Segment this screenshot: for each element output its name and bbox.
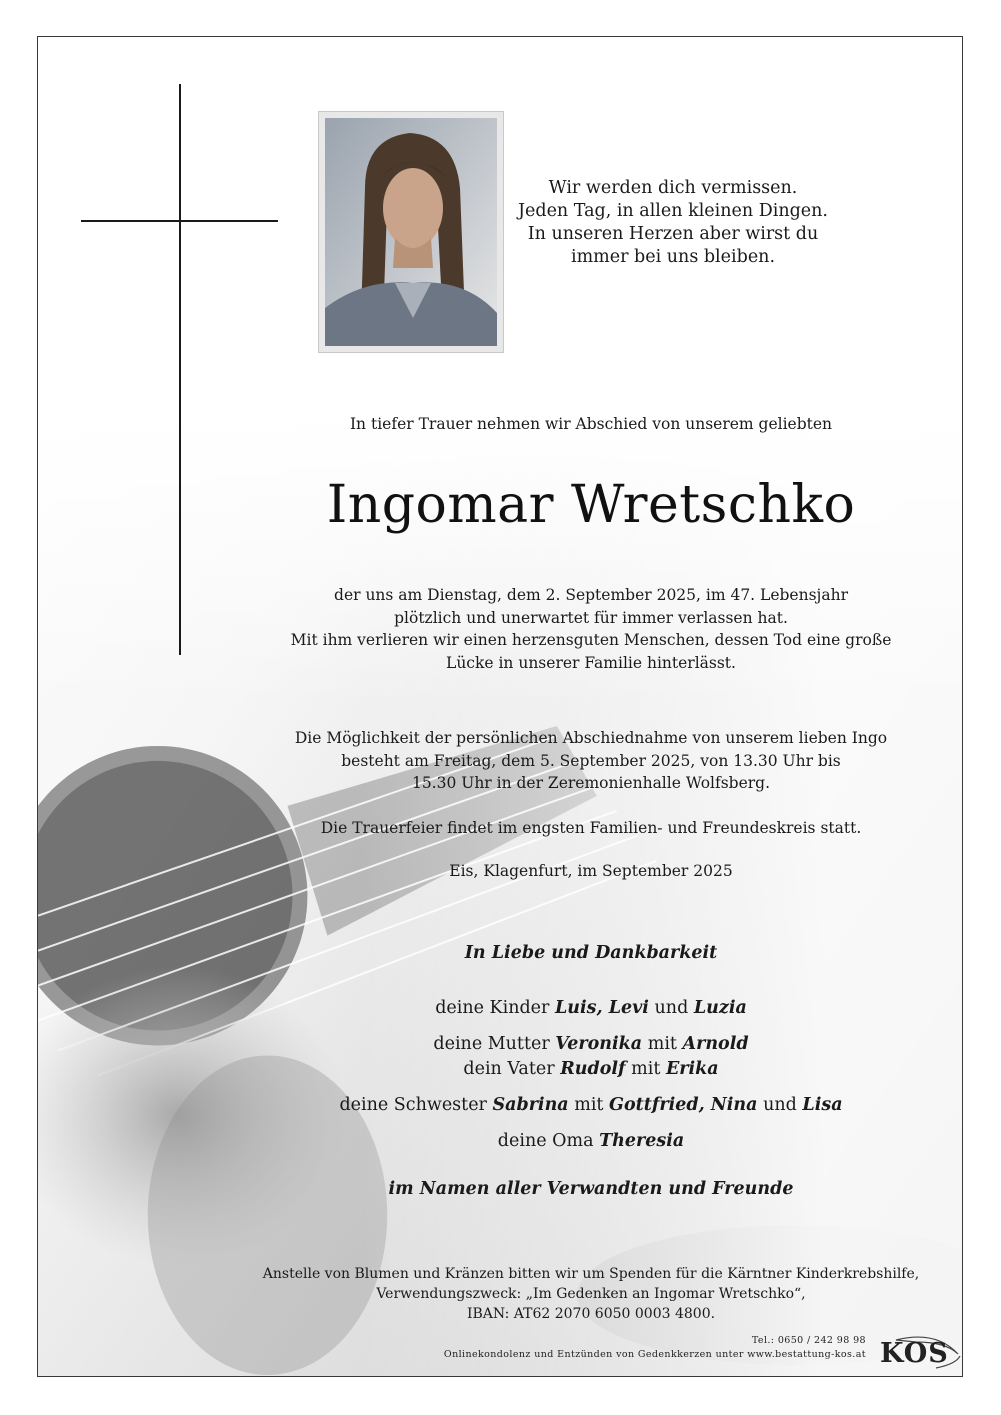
viewing-paragraph xyxy=(38,727,963,795)
poem xyxy=(508,177,838,269)
cross-icon xyxy=(179,84,181,655)
kos-logo xyxy=(876,1334,962,1374)
poem-line: Jeden Tag, in allen kleinen Dingen. xyxy=(518,201,828,221)
family-sister xyxy=(38,1093,963,1118)
paragraph-line: besteht am Freitag, dem 5. September 2025, von 13.30 Uhr bis xyxy=(341,751,841,770)
paragraph-line: Mit ihm verlieren wir einen herzensguten Menschen, dessen Tod eine große xyxy=(290,631,892,649)
family-name: Rudolf xyxy=(560,1059,626,1079)
cross-icon-bar xyxy=(81,220,278,222)
conjunction: mit xyxy=(647,1034,677,1054)
paragraph-line: der uns am Dienstag, dem 2. September 2025, im 47. Lebensjahr xyxy=(334,586,848,604)
donation-line: Anstelle von Blumen und Kränzen bitten wir um Spenden für die Kärntner Kinderkrebshilfe, xyxy=(262,1266,920,1282)
thanks-heading: In Liebe und Dankbarkeit xyxy=(464,943,718,963)
family-name: Theresia xyxy=(599,1131,685,1151)
closing-line: im Namen aller Verwandten und Freunde xyxy=(388,1179,794,1199)
relation-prefix: dein Vater xyxy=(463,1059,555,1079)
family-grandma xyxy=(38,1129,963,1154)
ceremony-paragraph: Die Trauerfeier findet im engsten Familien- und Freundeskreis statt. xyxy=(320,819,862,837)
conjunction: mit xyxy=(631,1059,661,1079)
family-name: Luzia xyxy=(693,998,747,1018)
relation-prefix: deine Schwester xyxy=(339,1095,487,1115)
deceased-name: Ingomar Wretschko xyxy=(326,475,856,535)
family-name: Arnold xyxy=(682,1034,749,1054)
intro-text: In tiefer Trauer nehmen wir Abschied von unserem geliebten xyxy=(349,415,833,433)
family-name: Erika xyxy=(665,1059,719,1079)
poem-line: In unseren Herzen aber wirst du xyxy=(527,224,819,244)
family-children xyxy=(38,996,963,1021)
paragraph-line: 15.30 Uhr in der Zeremonienhalle Wolfsberg. xyxy=(411,774,771,792)
family-names: Gottfried, Nina xyxy=(609,1095,758,1115)
relation-prefix: deine Oma xyxy=(497,1131,594,1151)
footer-contact xyxy=(444,1334,866,1362)
footer-online: Onlinekondolenz und Entzünden von Gedenkkerzen unter www.bestattung-kos.at xyxy=(443,1349,866,1360)
donation-line: Verwendungszweck: „Im Gedenken an Ingomar Wretschko“, xyxy=(376,1286,806,1302)
death-notice-paragraph xyxy=(38,584,963,674)
poem-line: Wir werden dich vermissen. xyxy=(548,178,798,198)
paragraph-line: Die Möglichkeit der persönlichen Abschiednahme von unserem lieben Ingo xyxy=(294,729,888,747)
paragraph-line: Lücke in unserer Familie hinterlässt. xyxy=(446,653,736,672)
conjunction: und xyxy=(654,998,689,1018)
family-name: Veronika xyxy=(555,1034,643,1054)
logo-text: KOS xyxy=(880,1338,949,1369)
conjunction: mit xyxy=(574,1095,604,1115)
paragraph-line: plötzlich und unerwartet für immer verlassen hat. xyxy=(394,608,788,627)
relation-prefix: deine Mutter xyxy=(433,1034,550,1054)
donation-line: IBAN: AT62 2070 6050 0003 4800. xyxy=(466,1306,716,1322)
poem-line: immer bei uns bleiben. xyxy=(570,247,776,267)
portrait-photo xyxy=(318,111,504,353)
family-parents xyxy=(38,1032,963,1082)
place-date: Eis, Klagenfurt, im September 2025 xyxy=(449,862,733,880)
family-father xyxy=(218,1057,963,1082)
family-name: Sabrina xyxy=(492,1095,569,1115)
family-name: Lisa xyxy=(802,1095,843,1115)
relation-prefix: deine Kinder xyxy=(435,998,550,1018)
portrait-image xyxy=(325,118,497,346)
family-names: Luis, Levi xyxy=(554,998,649,1018)
donation-note xyxy=(38,1264,963,1324)
conjunction: und xyxy=(763,1095,797,1115)
family-mother xyxy=(218,1032,963,1057)
footer-phone: Tel.: 0650 / 242 98 98 xyxy=(751,1335,866,1346)
obituary-card xyxy=(37,36,963,1377)
